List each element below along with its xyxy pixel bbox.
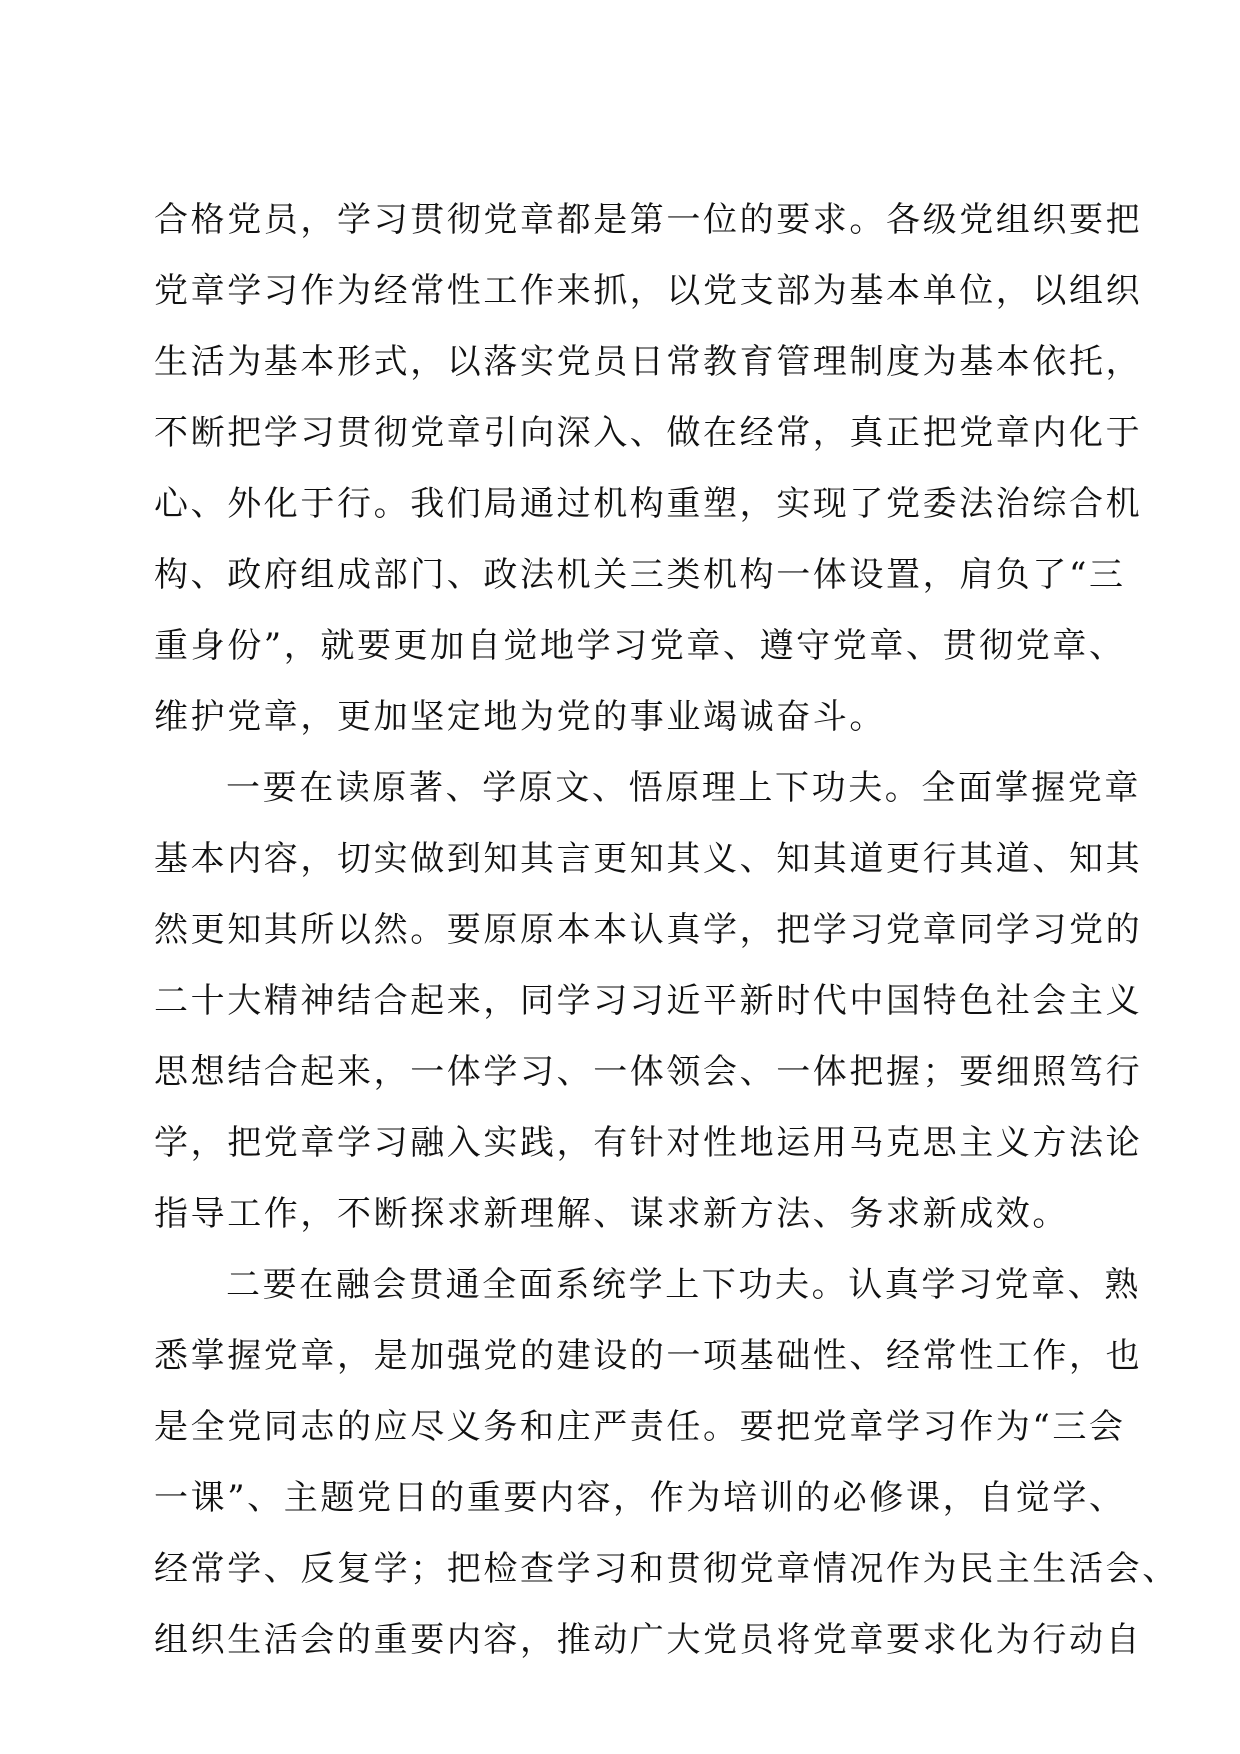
- text-line: 心、外化于行。我们局通过机构重塑，实现了党委法治综合机: [154, 484, 1143, 524]
- text-line: 基本内容，切实做到知其言更知其义、知其道更行其道、知其: [154, 839, 1143, 879]
- text-line: 维护党章，更加坚定地为党的事业竭诚奋斗。: [154, 697, 886, 737]
- text-line: 组织生活会的重要内容，推动广大党员将党章要求化为行动自: [154, 1620, 1143, 1660]
- text-line: 悉掌握党章，是加强党的建设的一项基础性、经常性工作，也: [154, 1336, 1143, 1376]
- text-line: 学，把党章学习融入实践，有针对性地运用马克思主义方法论: [154, 1123, 1143, 1163]
- text-line: 经常学、反复学；把检查学习和贯彻党章情况作为民主生活会、: [154, 1549, 1179, 1589]
- text-line: 党章学习作为经常性工作来抓，以党支部为基本单位，以组织: [154, 271, 1143, 311]
- text-line: 思想结合起来，一体学习、一体领会、一体把握；要细照笃行: [154, 1052, 1143, 1092]
- text-line: 二十大精神结合起来，同学习习近平新时代中国特色社会主义: [154, 981, 1143, 1021]
- text-line: 生活为基本形式，以落实党员日常教育管理制度为基本依托，: [154, 342, 1143, 382]
- text-line: 不断把学习贯彻党章引向深入、做在经常，真正把党章内化于: [154, 413, 1143, 453]
- text-line: 然更知其所以然。要原原本本认真学，把学习党章同学习党的: [154, 910, 1143, 950]
- text-line: 一课”、主题党日的重要内容，作为培训的必修课，自觉学、: [154, 1478, 1126, 1518]
- text-line: 指导工作，不断探求新理解、谋求新方法、务求新成效。: [154, 1194, 1069, 1234]
- paragraph-start-line: 一要在读原著、学原文、悟原理上下功夫。全面掌握党章: [226, 768, 1141, 808]
- body-text: [154, 185, 1179, 1676]
- paragraph-start-line: 二要在融会贯通全面系统学上下功夫。认真学习党章、熟: [226, 1265, 1141, 1305]
- text-line: 重身份”，就要更加自觉地学习党章、遵守党章、贯彻党章、: [154, 626, 1126, 666]
- text-line: 构、政府组成部门、政法机关三类机构一体设置，肩负了“三: [154, 555, 1126, 595]
- text-line: 是全党同志的应尽义务和庄严责任。要把党章学习作为“三会: [154, 1407, 1126, 1447]
- text-line: 合格党员，学习贯彻党章都是第一位的要求。各级党组织要把: [154, 200, 1143, 240]
